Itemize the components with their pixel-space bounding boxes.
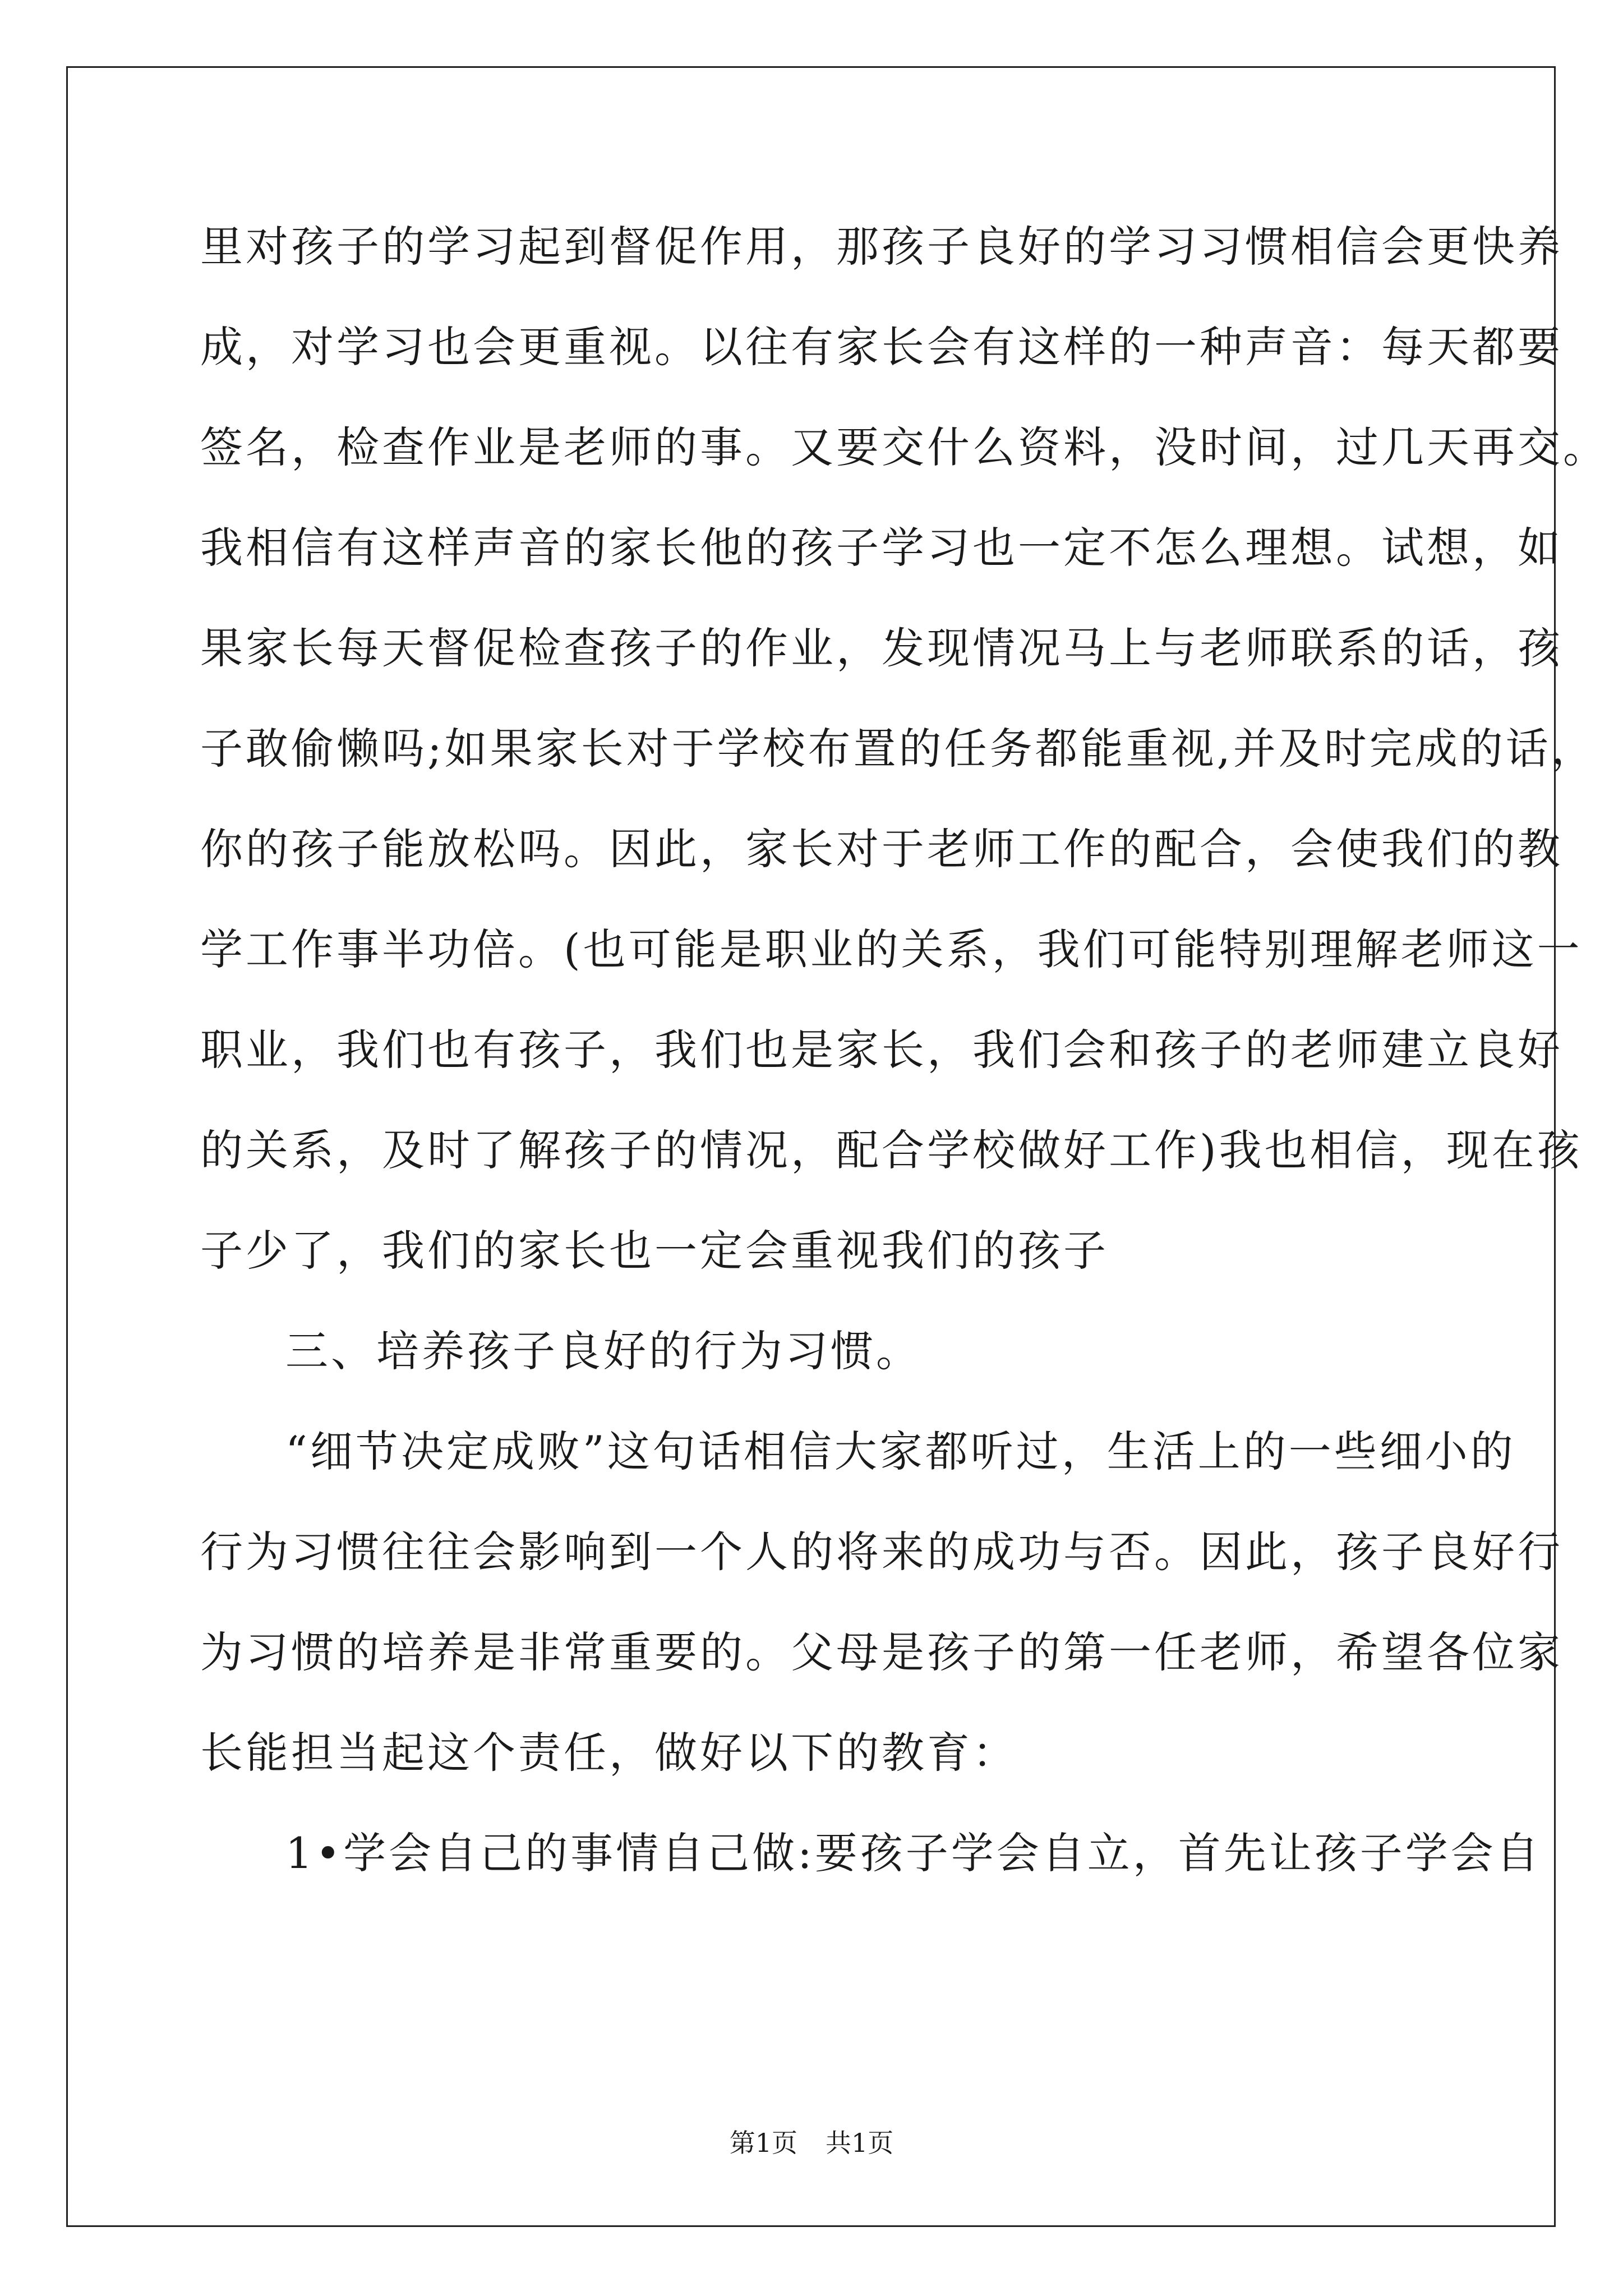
list-item-line: 1•学会自己的事情自己做:要孩子学会自立，首先让孩子学会自 (285, 1828, 1542, 1878)
text-line: 果家长每天督促检查孩子的作业，发现情况马上与老师联系的话，孩 (200, 623, 1563, 673)
section-heading: 三、培养孩子良好的行为习惯。 (285, 1326, 921, 1376)
page-number: 第1页 (729, 2128, 797, 2158)
text-line: 为习惯的培养是非常重要的。父母是孩子的第一任老师，希望各位家 (200, 1627, 1563, 1677)
text-line: 职业，我们也有孩子，我们也是家长，我们会和孩子的老师建立良好 (200, 1025, 1563, 1075)
text-line: 行为习惯往往会影响到一个人的将来的成功与否。因此，孩子良好行 (200, 1527, 1563, 1577)
text-line: 你的孩子能放松吗。因此，家长对于老师工作的配合，会使我们的教 (200, 824, 1563, 874)
page-footer (0, 2126, 1623, 2160)
text-line: 学工作事半功倍。(也可能是职业的关系，我们可能特别理解老师这一 (200, 924, 1583, 974)
text-line: 子少了，我们的家长也一定会重视我们的孩子 (200, 1226, 1109, 1276)
text-line: 签名，检查作业是老师的事。又要交什么资料，没时间，过几天再交。 (200, 422, 1608, 472)
document-body (200, 208, 1608, 1915)
text-line: 里对孩子的学习起到督促作用，那孩子良好的学习习惯相信会更快养 (200, 222, 1563, 272)
paragraph-start-line: “细节决定成败”这句话相信大家都听过，生活上的一些细小的 (285, 1427, 1516, 1476)
text-line: 子敢偷懒吗;如果家长对于学校布置的任务都能重视,并及时完成的话， (200, 724, 1597, 774)
page-total: 共1页 (826, 2128, 894, 2158)
text-line: 我相信有这样声音的家长他的孩子学习也一定不怎么理想。试想，如 (200, 523, 1563, 573)
text-line: 的关系，及时了解孩子的情况，配合学校做好工作)我也相信，现在孩 (200, 1125, 1583, 1175)
text-line: 长能担当起这个责任，做好以下的教育： (200, 1728, 1018, 1778)
text-line: 成，对学习也会更重视。以往有家长会有这样的一种声音：每天都要 (200, 322, 1563, 372)
